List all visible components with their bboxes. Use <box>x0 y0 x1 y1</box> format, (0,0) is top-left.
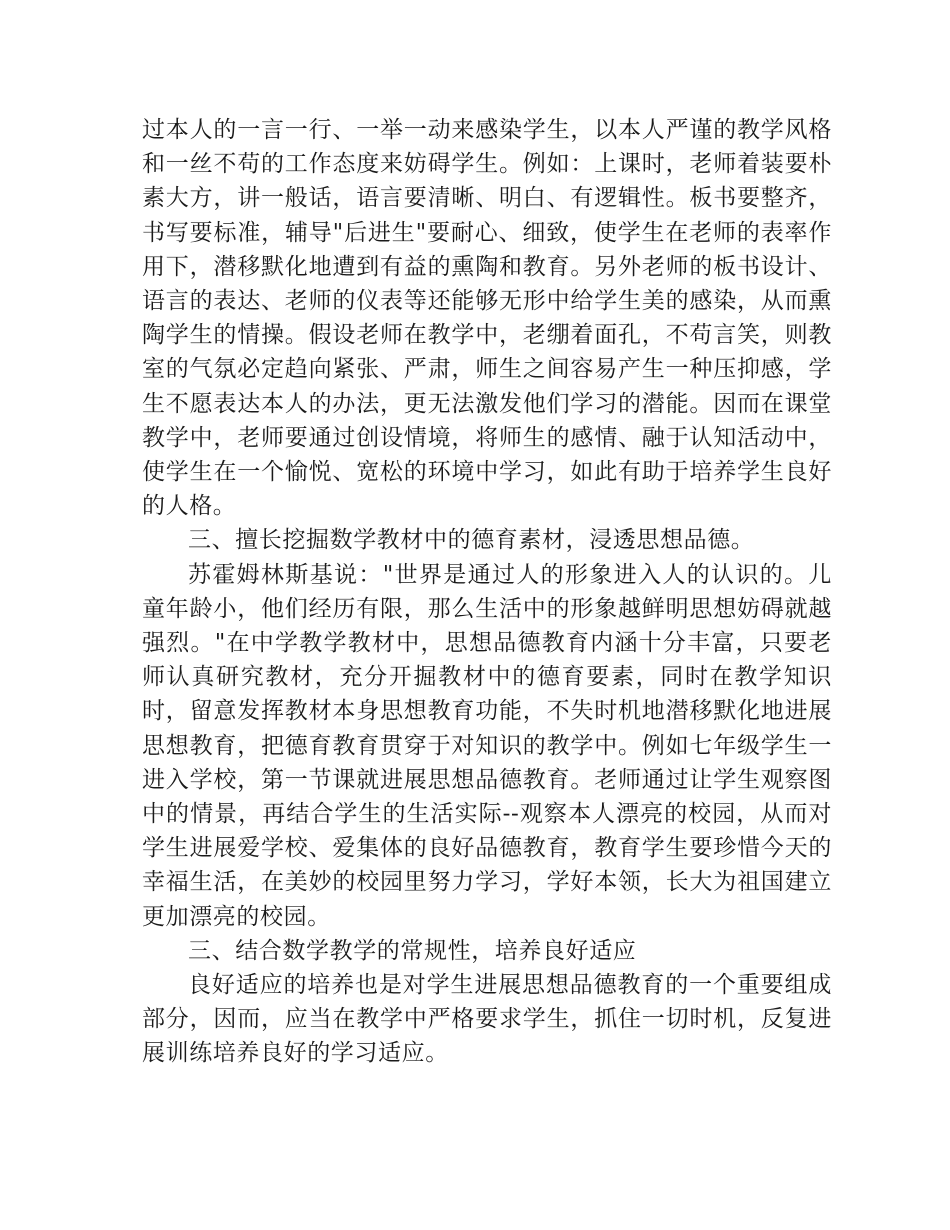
paragraph-continuation: 过本人的一言一行、一举一动来感染学生，以本人严谨的教学风格和一丝不苟的工作态度来妨碍学生。例如：上课时，老师着装要朴素大方，讲一般话，语言要清晰、明白、有逻辑性。板书要整齐，书写要标准，辅导"后进生"要耐心、细致，使学生在老师的表率作用下，潜移默化地遭到有益的熏陶和教育。另外老师的板书设计、语言的表达、老师的仪表等还能够无形中给学生美的感染，从而熏陶学生的情操。假设老师在教学中，老绷着面孔，不苟言笑，则教室的气氛必定趋向紧张、严肃，师生之间容易产生一种压抑感，学生不愿表达本人的办法，更无法激发他们学习的潜能。因而在课堂教学中，老师要通过创设情境，将师生的感情、融于认知活动中，使学生在一个愉悦、宽松的环境中学习，如此有助于培养学生良好的人格。 <box>142 117 832 520</box>
document-body <box>142 113 832 1071</box>
paragraph-suhomlinsky-quote: 苏霍姆林斯基说："世界是通过人的形象进入人的认识的。儿童年龄小，他们经历有限，那么生活中的形象越鲜明思想妨碍就越强烈。"在中学教学教材中，思想品德教育内涵十分丰富，只要老师认真研究教材，充分开掘教材中的德育要素，同时在教学知识时，留意发挥教材本身思想教育功能，不失时机地潜移默化地进展思想教育，把德育教育贯穿于对知识的教学中。例如七年级学生一进入学校，第一节课就进展思想品德教育。老师通过让学生观察图中的情景，再结合学生的生活实际--观察本人漂亮的校园，从而对学生进展爱学校、爱集体的良好品德教育，教育学生要珍惜今天的幸福生活，在美妙的校园里努力学习，学好本领，长大为祖国建立更加漂亮的校园。 <box>142 561 832 930</box>
section-heading-good-habits: 三、结合数学教学的常规性，培养良好适应 <box>188 937 637 964</box>
section-heading-moral-materials: 三、擅长挖掘数学教材中的德育素材，浸透思想品德。 <box>188 527 755 554</box>
paragraph-habit-training: 良好适应的培养也是对学生进展思想品德教育的一个重要组成部分，因而，应当在教学中严格要求学生，抓住一切时机，反复进展训练培养良好的学习适应。 <box>142 972 832 1067</box>
